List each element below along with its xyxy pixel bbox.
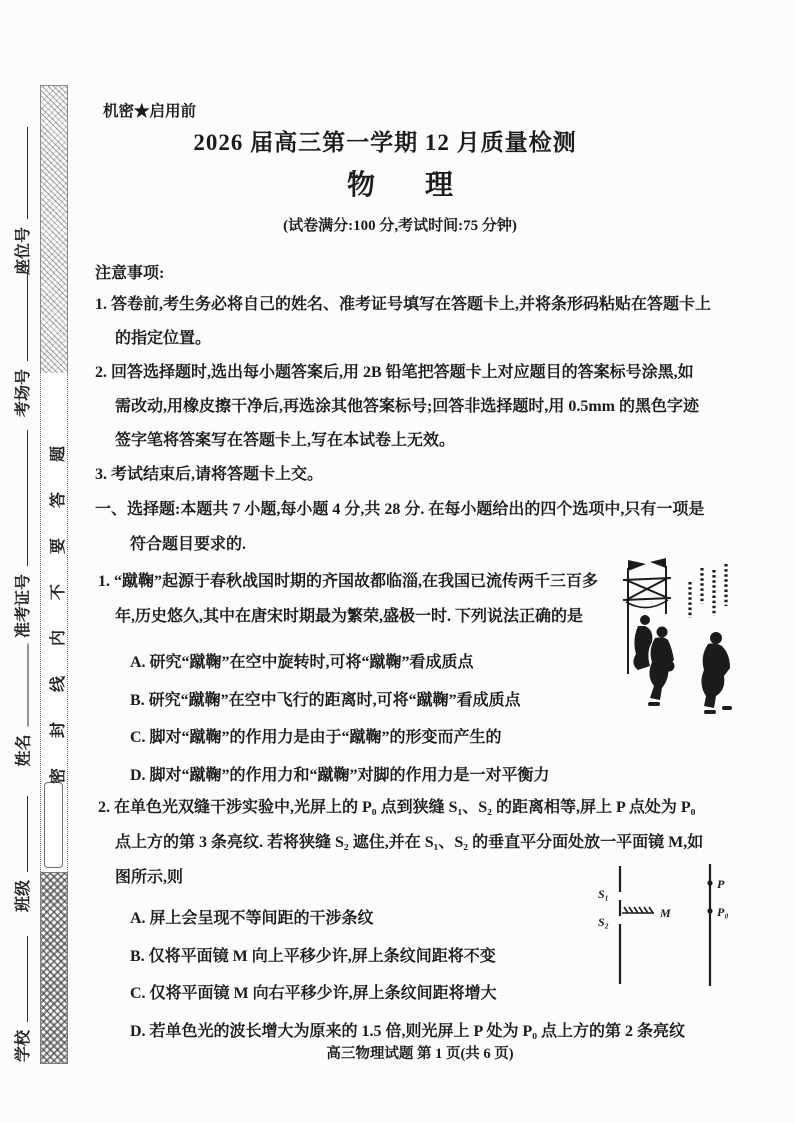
field-admission-ticket-number [7,428,33,638]
goal-flags-icon [628,558,666,571]
calligraphy-columns [690,564,726,618]
cuju-illustration [612,556,742,724]
field-school [7,934,33,1062]
section-1-heading-line-2: 符合题目要求的. [130,536,247,553]
field-seat-number [7,125,33,275]
question-1-option-c: C. 脚对“蹴鞠”的作用力是由于“蹴鞠”的形变而产生的 [130,729,502,746]
slit1-label: S₁ [598,887,609,901]
question-1-line-2: 年,历史悠久,其中在唐宋时期最为繁荣,盛极一时. 下列说法正确的是 [115,608,584,625]
seal-band-small-box [44,782,63,868]
notice-item-2-line-3: 签字笔将答案写在答题卡上,写在本试卷上无效。 [115,432,456,449]
point-p-label: P [717,877,725,891]
field-exam-room-number [7,267,33,417]
section-1-heading-line-1: 一、选择题:本题共 7 小题,每小题 4 分,共 28 分. 在每小题给出的四个选项中,只有一项是 [95,501,705,518]
page-footer: 高三物理试题 第 1 页(共 6 页) [326,1046,514,1062]
question-1-options [130,644,550,794]
question-2-option-b: B. 仅将平面镜 M 向上平移少许,屏上条纹间距将不变 [130,947,496,965]
point-p0-label: P₀ [717,905,729,919]
fill-in-line [27,430,28,566]
question-2-option-d: D. 若单色光的波长增大为原来的 1.5 倍,则光屏上 P 处为 P₀ 点上方的第 2 条亮纹 [130,1022,686,1040]
seal-band-bottom-hatch [40,872,68,1064]
question-2-option-c: C. 仅将平面镜 M 向右平移少许,屏上条纹间距将增大 [130,985,497,1002]
field-student-name-label: 姓名 [15,734,33,767]
notice-item-3-line-1: 3. 考试结束后,请将答题卡上交。 [95,466,324,483]
cuju-players-silhouettes [633,615,732,714]
question-1-option-d: D. 脚对“蹴鞠”的作用力和“蹴鞠”对脚的作用力是一对平衡力 [130,766,550,784]
question-1-line-1: 1. “蹴鞠”起源于春秋战国时期的齐国故都临淄,在我国已流传两千三百多 [98,573,599,590]
fill-in-line [27,936,28,1022]
section-1-heading [95,492,760,562]
mirror-label: M [660,906,671,920]
question-1-stem [98,564,658,634]
exam-title: 2026 届高三第一学期 12 月质量检测 [193,130,577,155]
question-2-line-1: 2. 在单色光双缝干涉实验中,光屏上的 P₀ 点到狭缝 S₁、S₂ 的距离相等,屏上 P 点处为 P₀ [98,799,696,816]
slit2-label: S₂ [598,915,609,929]
seal-line-text: 密封线内不要答题 [50,415,67,784]
exam-info-line: (试卷满分:100 分,考试时间:75 分钟) [283,218,517,234]
fill-in-line [28,644,29,727]
field-student-name [8,642,34,767]
notice-item-2-line-1: 2. 回答选择题时,选出每小题答案后,用 2B 铅笔把答题卡上对应题目的答案标号涂黑,如 [95,364,694,381]
notice-item-1-line-2: 的指定位置。 [115,330,212,347]
subject-title: 物理 [346,170,503,201]
field-seat-number-label: 座位号 [15,226,32,275]
fill-in-line [27,796,28,872]
question-2-line-3: 图所示,则 [115,869,184,886]
fill-in-line [27,269,28,361]
notice-heading: 注意事项: [95,265,165,282]
notice-list [95,288,755,492]
question-2-option-a: A. 屏上会呈现不等间距的干涉条纹 [130,910,374,927]
notice-item-2-line-2: 需改动,用橡皮擦干净后,再选涂其他答案标号;回答非选择题时,用 0.5mm 的黑色字迹 [115,398,699,415]
field-class [7,794,33,912]
question-2-options [130,900,685,1050]
question-2-line-2: 点上方的第 3 条亮纹. 若将狭缝 S₂ 遮住,并在 S₁、S₂ 的垂直平分面处放一平面镜 M,如 [115,834,704,851]
subject-title-row [75,163,725,203]
field-exam-room-number-label: 考场号 [15,368,32,417]
field-admission-ticket-number-label: 准考证号 [15,573,32,638]
question-1-option-a: A. 研究“蹴鞠”在空中旋转时,可将“蹴鞠”看成质点 [130,654,474,671]
fill-in-line [27,127,28,219]
notice-item-1-line-1: 1. 答卷前,考生务必将自己的姓名、准考证号填写在答题卡上,并将条形码粘贴在答题卡上 [95,296,712,313]
field-class-label: 班级 [15,879,32,912]
field-school-label: 学校 [15,1029,32,1062]
confidential-notice: 机密★启用前 [103,103,197,120]
question-1-option-b: B. 研究“蹴鞠”在空中飞行的距离时,可将“蹴鞠”看成质点 [130,691,521,709]
